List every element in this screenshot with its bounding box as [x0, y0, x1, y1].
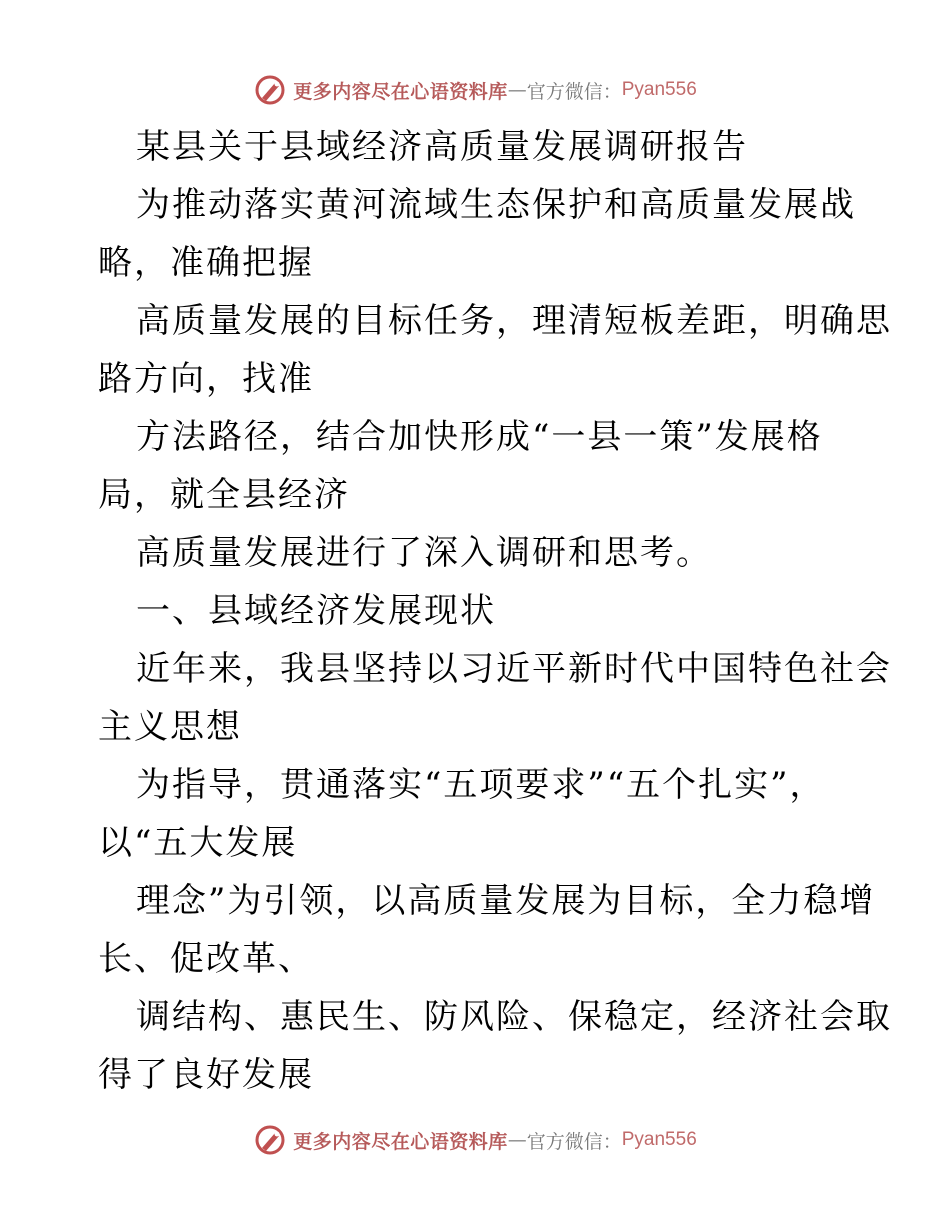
text-line: 以“五大发展	[98, 823, 298, 863]
watermark-id: Pyan556	[621, 79, 697, 100]
text-line: 理念”为引领，以高质量发展为目标，全力稳增	[136, 881, 876, 921]
watermark-sub-text: 官方微信：	[526, 80, 622, 103]
text-line: 高质量发展进行了深入调研和思考。	[136, 533, 712, 573]
watermark-sub-text: 官方微信：	[526, 1130, 622, 1153]
text-line: 方法路径，结合加快形成“一县一策”发展格	[136, 417, 823, 457]
pen-logo-icon	[253, 73, 287, 107]
document-body	[98, 118, 892, 1104]
text-line: 为推动落实黄河流域生态保护和高质量发展战	[136, 185, 856, 225]
pen-logo-icon	[253, 1123, 287, 1157]
text-line: 略，准确把握	[98, 243, 314, 283]
header-watermark	[0, 70, 950, 110]
watermark-id: Pyan556	[621, 1129, 697, 1150]
text-line: 近年来，我县坚持以习近平新时代中国特色社会	[136, 649, 892, 689]
text-line: 为指导，贯通落实“五项要求”“五个扎实”，	[136, 765, 826, 805]
watermark-main-text: 更多内容尽在心语资料库	[293, 80, 508, 103]
text-line: 某县关于县域经济高质量发展调研报告	[136, 127, 748, 167]
watermark-dash: —	[507, 79, 527, 101]
watermark-main-text: 更多内容尽在心语资料库	[293, 1130, 508, 1153]
text-line: 高质量发展的目标任务，理清短板差距，明确思	[136, 301, 892, 341]
text-line: 调结构、惠民生、防风险、保稳定，经济社会取	[136, 997, 892, 1037]
section-heading: 一、县域经济发展现状	[136, 591, 496, 631]
watermark-dash: —	[507, 1129, 527, 1151]
text-line: 路方向，找准	[98, 359, 314, 399]
text-line: 主义思想	[98, 707, 242, 747]
footer-watermark	[0, 1120, 950, 1160]
text-line: 得了良好发展	[98, 1055, 314, 1095]
text-line: 长、促改革、	[98, 939, 314, 979]
text-line: 局，就全县经济	[98, 475, 350, 515]
